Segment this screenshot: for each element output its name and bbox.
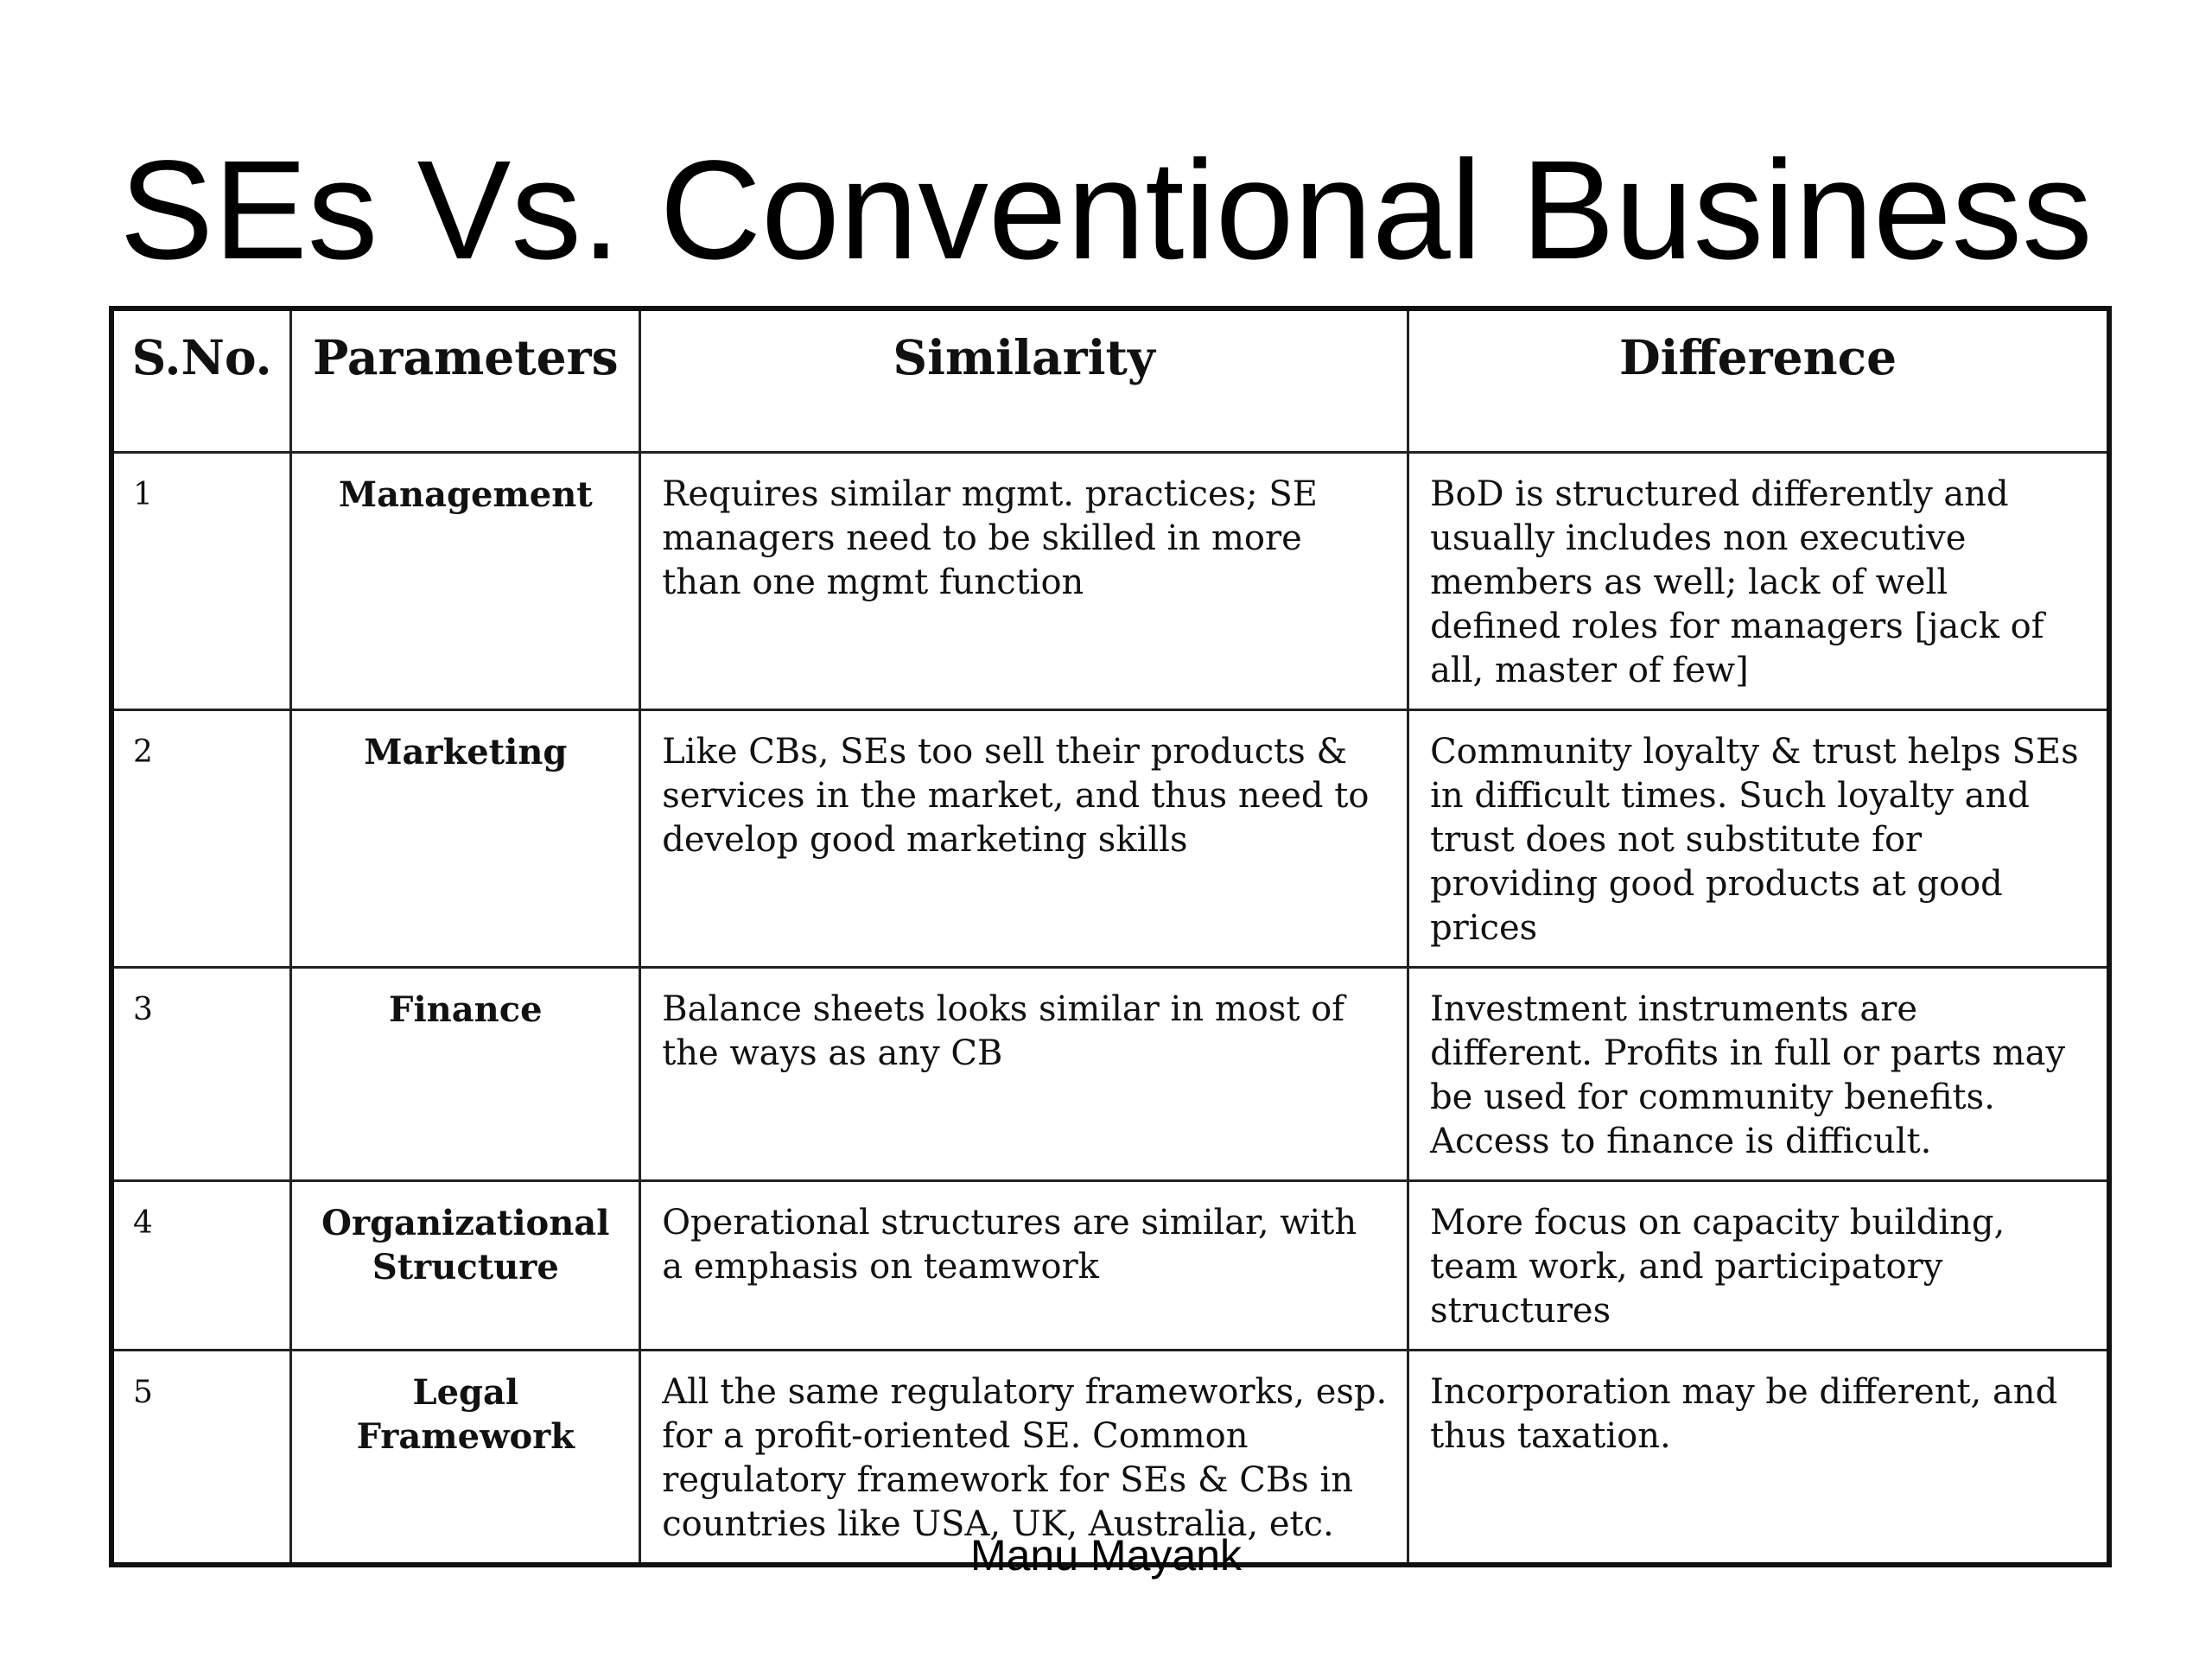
footer-author: Manu Mayank <box>969 1531 1243 1580</box>
cell-parameter: Organizational Structure <box>291 1180 640 1350</box>
slide-title: SEs Vs. Conventional Business <box>119 130 2093 289</box>
cell-sno: 2 <box>111 709 291 967</box>
cell-parameter: Management <box>291 452 640 709</box>
cell-difference: More focus on capacity building, team work, and participatory structures <box>1408 1180 2109 1350</box>
cell-difference: Community loyalty & trust helps SEs in difficult times. Such loyalty and trust does not substitute for providing good products at good prices <box>1408 709 2109 967</box>
cell-parameter: Finance <box>291 967 640 1180</box>
cell-similarity: Like CBs, SEs too sell their products & services in the market, and thus need to develop good marketing skills <box>640 709 1408 967</box>
cell-similarity: Operational structures are similar, with a emphasis on teamwork <box>640 1180 1408 1350</box>
cell-similarity: Requires similar mgmt. practices; SE managers need to be skilled in more than one mgmt function <box>640 452 1408 709</box>
table-header-row <box>111 308 2109 452</box>
comparison-table <box>109 306 2112 1567</box>
table-row <box>111 967 2109 1180</box>
table-row <box>111 709 2109 967</box>
cell-difference: Investment instruments are different. Profits in full or parts may be used for community benefits. Access to finance is difficult. <box>1408 967 2109 1180</box>
table-row <box>111 452 2109 709</box>
cell-difference: Incorporation may be different, and thus taxation. <box>1408 1350 2109 1565</box>
header-similarity: Similarity <box>640 308 1408 452</box>
cell-difference: BoD is structured differently and usually includes non executive members as well; lack of well defined roles for managers [jack of all, master of few] <box>1408 452 2109 709</box>
cell-similarity: All the same regulatory frameworks, esp. for a profit-oriented SE. Common regulatory framework for SEs & CBs in countries like USA, UK, Australia, etc. <box>640 1350 1408 1565</box>
header-sno: S.No. <box>111 308 291 452</box>
cell-sno: 4 <box>111 1180 291 1350</box>
cell-similarity: Balance sheets looks similar in most of the ways as any CB <box>640 967 1408 1180</box>
cell-sno: 1 <box>111 452 291 709</box>
header-difference: Difference <box>1408 308 2109 452</box>
table-row <box>111 1180 2109 1350</box>
cell-sno: 3 <box>111 967 291 1180</box>
cell-sno: 5 <box>111 1350 291 1565</box>
cell-parameter: Legal Framework <box>291 1350 640 1565</box>
header-parameters: Parameters <box>291 308 640 452</box>
cell-parameter: Marketing <box>291 709 640 967</box>
